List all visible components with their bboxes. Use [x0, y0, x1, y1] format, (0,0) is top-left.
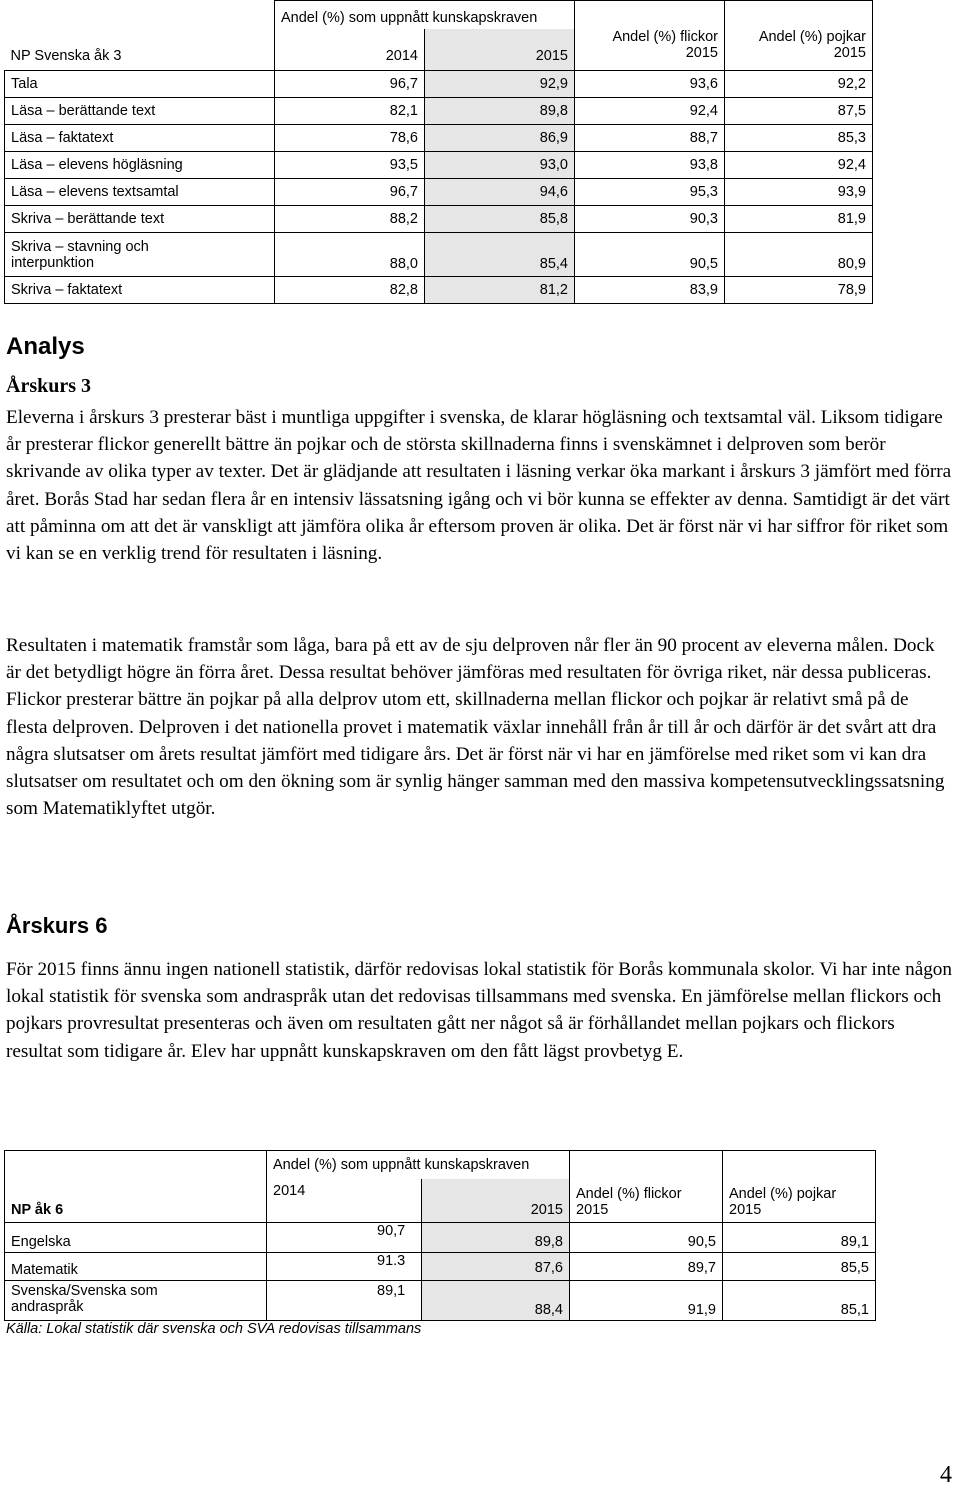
paragraph-arskurs6: För 2015 finns ännu ingen nationell statistik, därför redovisas lokal statistik för Borås kommunala skolor. Vi har inte någon lokal statistik för svenska som andraspråk utan det redovisas tillsammans med svenska. En jämförelse mellan flickors och pojkars provresultat presenteras och även om resultaten gått ner något så är förhållandet mellan pojkars och flickors resultat som tidigare år. Elev har uppnått kunskapskraven om den fått lägst provbetyg E. — [6, 959, 952, 1062]
source-note: Källa: Lokal statistik där svenska och SVA redovisas tillsammans — [6, 1321, 422, 1337]
table1-col-2015: 2015 — [425, 29, 575, 71]
arskurs6-heading: Årskurs 6 — [6, 913, 108, 938]
table-row: Matematik 91.3 87,6 89,7 85,5 — [5, 1253, 876, 1281]
table1-row-header: NP Svenska åk 3 — [5, 1, 275, 71]
table2-group-header: Andel (%) som uppnått kunskapskraven — [267, 1151, 570, 1179]
table-row: Skriva – stavning och interpunktion 88,0 85,4 90,5 80,9 — [5, 233, 873, 277]
table1-col-girls: Andel (%) flickor 2015 — [575, 29, 725, 71]
paragraph-svenska: Eleverna i årskurs 3 presterar bäst i muntliga uppgifter i svenska, de klarar högläsning och textsamtal väl. Liksom tidigare år presterar flickor generellt bättre än pojkar och de största skillnaderna finns i svenskämnet i delproven som berör skrivande av olika typer av texter. Det är glädjande att resultaten i läsning verkar öka markant i årskurs 3 jämfört med förra året. Borås Stad har sedan flera år en intensiv lässatsning igång och vi bör kunna se effekter av denna. Samtidigt är det värt att påminna om att det är vanskligt att jämföra olika år eftersom proven är olika. Det är först när vi har siffror för riket som vi kan se en verklig trend för resultaten i läsning. — [6, 407, 952, 565]
table-row: Läsa – faktatext 78,6 86,9 88,7 85,3 — [5, 125, 873, 152]
table1-group-header: Andel (%) som uppnått kunskapskraven — [275, 1, 575, 29]
results-table-grade6 — [4, 1150, 876, 1321]
page-number: 4 — [940, 1462, 952, 1488]
table1-col-boys: Andel (%) pojkar 2015 — [725, 29, 873, 71]
table-row: Läsa – elevens högläsning 93,5 93,0 93,8 92,4 — [5, 152, 873, 179]
table-row: Engelska 90,7 89,8 90,5 89,1 — [5, 1223, 876, 1253]
table-row: Skriva – berättande text 88,2 85,8 90,3 81,9 — [5, 206, 873, 233]
table1-col-2014: 2014 — [275, 29, 425, 71]
paragraph-matematik: Resultaten i matematik framstår som låga, bara på ett av de sju delproven når fler än 90 procent av eleverna målen. Dock är det betydligt högre än förra året. Dessa resultat behöver jämföras med resultaten för övriga riket, när dessa publiceras. Flickor presterar bättre än pojkar på alla delprov utom ett, skillnaderna mellan flickor och pojkar är relativt små på de flesta delproven. Delproven i det nationella provet i matematik växlar innehåll från år till år och därför är det svårt att dra några slutsatser om årets resultat jämfört med tidigare års. Det är först när vi har en jämförelse med riket som vi kan dra slutsatser om resultatet och om den ökning som är synlig hänger samman med den massiva kompetensutvecklingssatsning som Matematiklyftet utgör. — [6, 635, 945, 820]
arskurs3-heading: Årskurs 3 — [6, 375, 92, 397]
table2-col-2014: 2014 — [267, 1179, 422, 1223]
table-row: Läsa – elevens textsamtal 96,7 94,6 95,3 93,9 — [5, 179, 873, 206]
table2-col-2015: 2015 — [422, 1179, 570, 1223]
analys-heading: Analys — [6, 333, 85, 360]
table2-col-boys: Andel (%) pojkar 2015 — [723, 1179, 876, 1223]
table2-row-header: NP åk 6 — [5, 1151, 267, 1223]
table-row: Läsa – berättande text 82,1 89,8 92,4 87,5 — [5, 98, 873, 125]
results-table-grade3 — [4, 0, 873, 304]
table-row: Skriva – faktatext 82,8 81,2 83,9 78,9 — [5, 277, 873, 304]
table-row: Svenska/Svenska som andraspråk 89,1 88,4 91,9 85,1 — [5, 1281, 876, 1321]
table-row: Tala 96,7 92,9 93,6 92,2 — [5, 71, 873, 98]
table2-col-girls: Andel (%) flickor 2015 — [570, 1179, 723, 1223]
